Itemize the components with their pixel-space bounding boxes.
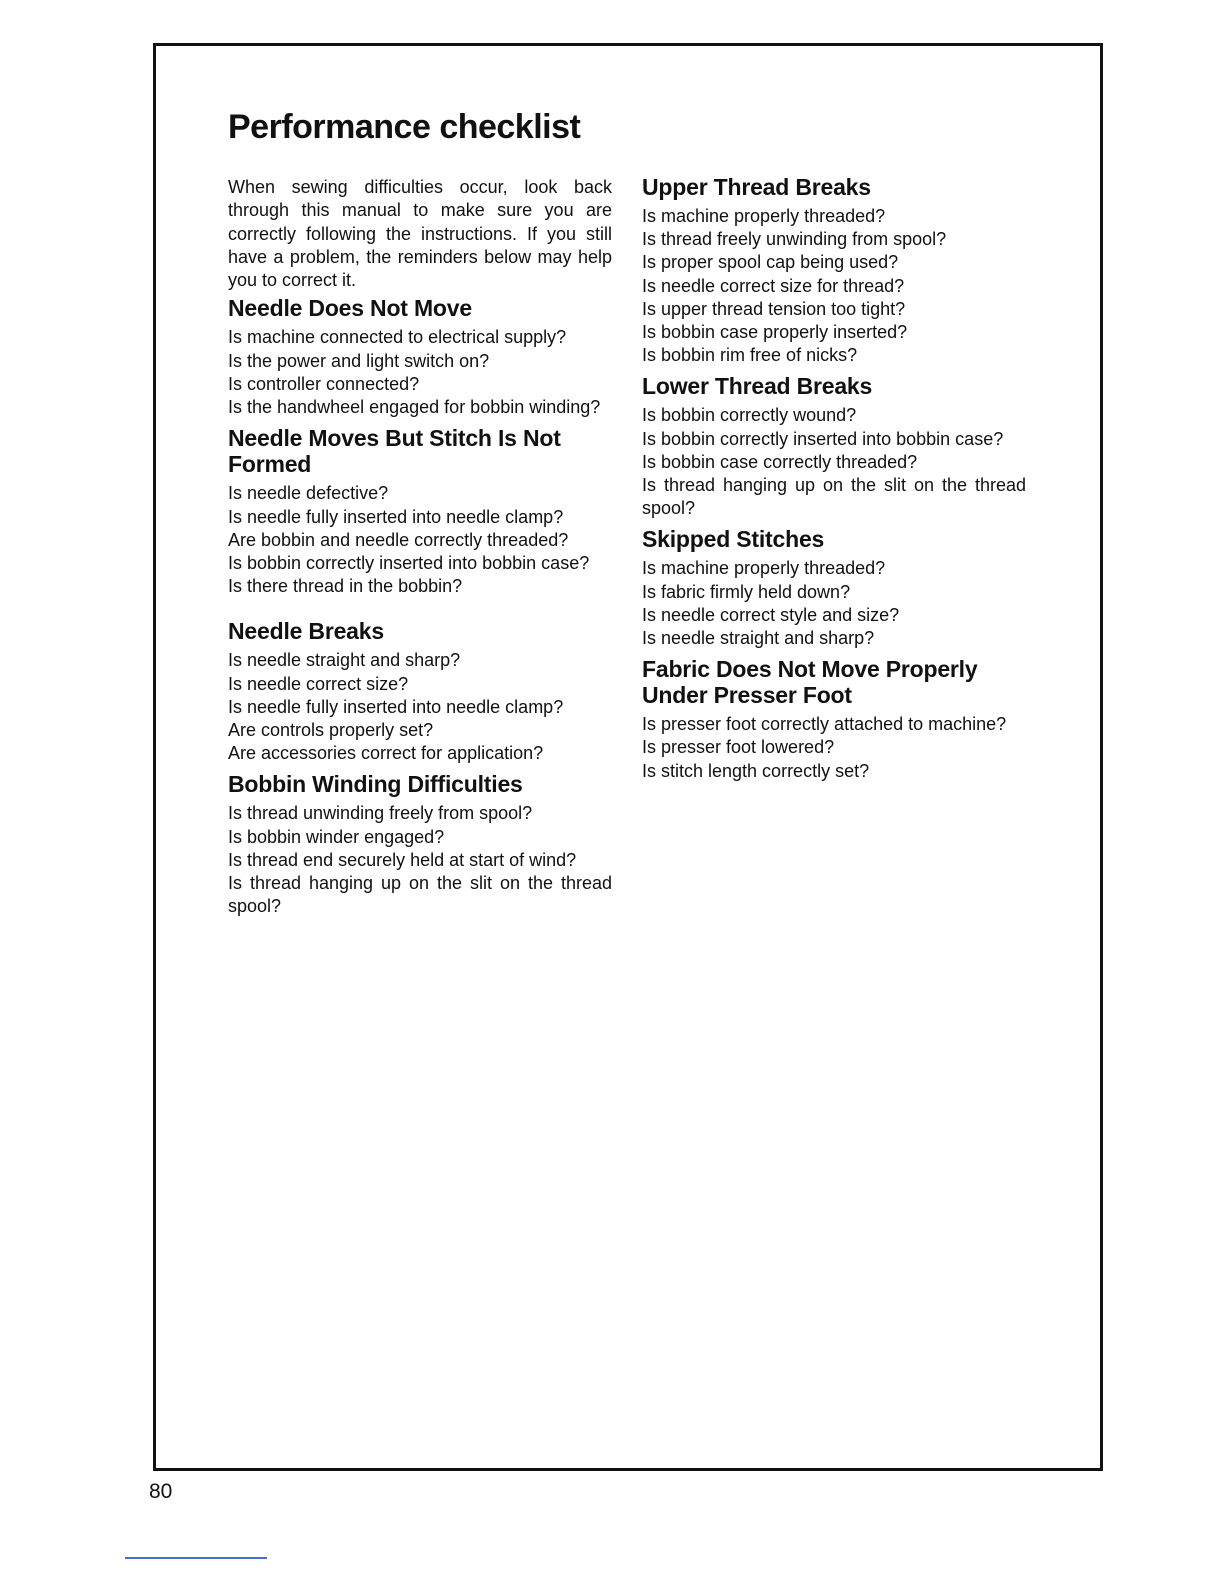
checklist-item: Is bobbin case properly inserted? xyxy=(642,322,908,343)
checklist-item: Is machine properly threaded? xyxy=(642,558,886,579)
checklist xyxy=(642,404,1026,520)
checklist-item: Is proper spool cap being used? xyxy=(642,252,899,273)
page-title: Performance checklist xyxy=(228,108,581,146)
checklist-item: Is needle fully inserted into needle clamp? xyxy=(228,696,564,717)
section-skipped-stitches xyxy=(642,526,1026,650)
checklist-item: Is controller connected? xyxy=(228,373,420,394)
section-heading: Lower Thread Breaks xyxy=(642,373,873,400)
checklist-item: Are controls properly set? xyxy=(228,719,434,740)
checklist xyxy=(642,713,1026,783)
section-heading: Bobbin Winding Difficulties xyxy=(228,771,523,798)
section-needle-does-not-move xyxy=(228,295,612,419)
checklist-item: Is needle correct style and size? xyxy=(642,604,900,625)
right-column xyxy=(642,174,1026,789)
section-fabric-does-not-move-properly xyxy=(642,656,1026,783)
checklist xyxy=(228,649,612,765)
checklist-item: Is presser foot correctly attached to machine? xyxy=(642,714,1007,735)
checklist-item: Is thread end securely held at start of wind? xyxy=(228,849,577,870)
section-heading: Skipped Stitches xyxy=(642,526,825,553)
footer-rule xyxy=(125,1557,267,1559)
checklist xyxy=(228,482,612,598)
checklist xyxy=(642,557,1026,650)
checklist-item: Is thread unwinding freely from spool? xyxy=(228,803,533,824)
section-upper-thread-breaks xyxy=(642,174,1026,367)
intro-paragraph: When sewing difficulties occur, look back through this manual to make sure you are correctly following the instructions. If you still have a problem, the reminders below may help you to correct it. xyxy=(228,177,612,291)
section-heading: Needle Does Not Move xyxy=(228,295,472,322)
checklist-item: Is bobbin winder engaged? xyxy=(228,826,445,847)
checklist-item: Is stitch length correctly set? xyxy=(642,760,870,781)
page-number: 80 xyxy=(149,1480,173,1503)
section-heading: Needle Breaks xyxy=(228,618,384,645)
section-needle-moves-but-stitch-not-formed xyxy=(228,425,612,598)
section-bobbin-winding-difficulties xyxy=(228,771,612,918)
section-heading: Fabric Does Not Move Properly Under Presser Foot xyxy=(642,656,978,709)
section-lower-thread-breaks xyxy=(642,373,1026,520)
checklist xyxy=(228,326,612,419)
checklist-item: Is machine properly threaded? xyxy=(642,206,886,226)
checklist-item: Is machine connected to electrical supply? xyxy=(228,327,567,348)
checklist-item: Is the handwheel engaged for bobbin winding? xyxy=(228,397,601,418)
section-needle-breaks xyxy=(228,618,612,765)
checklist-item: Is bobbin correctly wound? xyxy=(642,405,857,426)
checklist-item: Is needle straight and sharp? xyxy=(642,628,875,649)
checklist-item: Is needle correct size for thread? xyxy=(642,275,905,296)
checklist-item: Is the power and light switch on? xyxy=(228,350,490,371)
section-heading: Needle Moves But Stitch Is Not Formed xyxy=(228,425,561,478)
checklist-item: Is thread hanging up on the slit on the thread spool? xyxy=(228,872,612,917)
checklist-item: Are bobbin and needle correctly threaded? xyxy=(228,529,569,550)
checklist-item: Is bobbin case correctly threaded? xyxy=(642,451,918,472)
section-heading: Upper Thread Breaks xyxy=(642,174,871,200)
checklist xyxy=(642,205,1026,367)
checklist xyxy=(228,802,612,918)
checklist-item: Is presser foot lowered? xyxy=(642,737,835,758)
checklist-item: Is thread hanging up on the slit on the thread spool? xyxy=(642,475,1026,519)
checklist-item: Is fabric firmly held down? xyxy=(642,581,851,602)
left-column xyxy=(228,176,612,924)
checklist-item: Is bobbin correctly inserted into bobbin case? xyxy=(228,552,590,573)
checklist-item: Is bobbin rim free of nicks? xyxy=(642,345,858,366)
checklist-item: Is needle fully inserted into needle clamp? xyxy=(228,506,564,527)
checklist-item: Is needle defective? xyxy=(228,483,389,504)
checklist-item: Is there thread in the bobbin? xyxy=(228,576,463,597)
checklist-item: Are accessories correct for application? xyxy=(228,743,544,764)
checklist-item: Is bobbin correctly inserted into bobbin case? xyxy=(642,428,1004,449)
checklist-item: Is upper thread tension too tight? xyxy=(642,298,906,319)
checklist-item: Is thread freely unwinding from spool? xyxy=(642,229,947,250)
checklist-item: Is needle correct size? xyxy=(228,673,409,694)
checklist-item: Is needle straight and sharp? xyxy=(228,650,461,671)
